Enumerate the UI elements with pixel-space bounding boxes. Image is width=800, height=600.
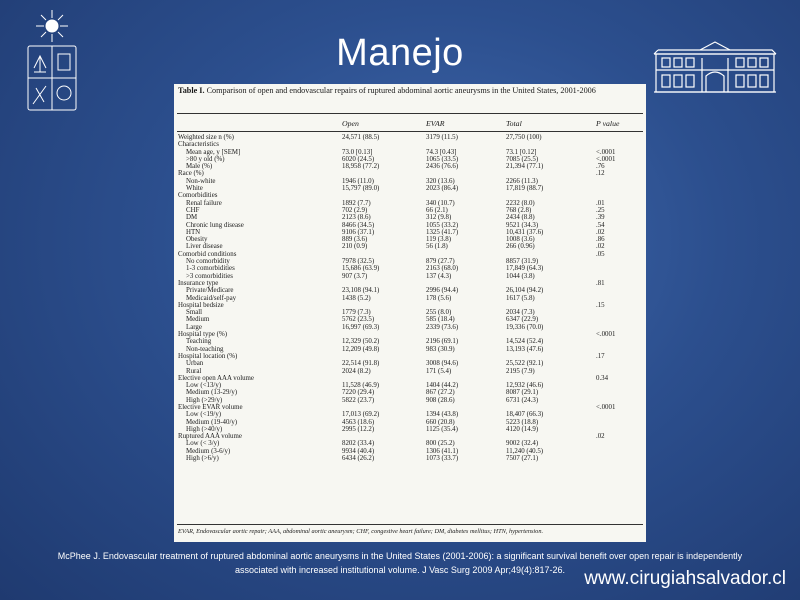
table-row xyxy=(174,134,646,141)
row-label: >80 y old (%) xyxy=(186,155,225,163)
table-cell: 19,336 (70.0) xyxy=(506,323,544,331)
table-cell: 12,329 (50.2) xyxy=(342,338,380,346)
table-row xyxy=(174,251,646,258)
table-cell: 3008 (94.6) xyxy=(426,360,459,368)
table-cell: 908 (28.6) xyxy=(426,396,455,404)
table-cell: 6434 (26.2) xyxy=(342,455,375,463)
table-cell: .02 xyxy=(596,228,605,236)
table-row xyxy=(174,302,646,309)
table-cell: .05 xyxy=(596,250,605,258)
table-cell: 800 (25.2) xyxy=(426,440,455,448)
table-cell: 1404 (44.2) xyxy=(426,382,459,390)
table-cell: 178 (5.6) xyxy=(426,294,452,302)
table-cell: 73.0 [0.13] xyxy=(342,148,373,156)
row-label: Male (%) xyxy=(186,163,213,171)
table-cell: 15,686 (63.9) xyxy=(342,265,380,273)
row-label: Medium xyxy=(186,316,210,324)
table-cell: 56 (1.8) xyxy=(426,243,448,251)
table-cell: 660 (20.8) xyxy=(426,418,455,426)
table-cell: 5223 (18.8) xyxy=(506,418,539,426)
table-cell: .39 xyxy=(596,214,605,222)
table-cell: 2436 (76.6) xyxy=(426,163,459,171)
table-caption-text: Comparison of open and endovascular repairs of ruptured abdominal aortic aneurysms in the United States, 2001-2006 xyxy=(206,86,596,95)
table-row xyxy=(174,273,646,280)
table-cell: 867 (27.2) xyxy=(426,389,455,397)
table-row xyxy=(174,258,646,265)
table-row xyxy=(174,280,646,287)
row-label: High (>6/y) xyxy=(186,455,219,463)
table-cell: 8202 (33.4) xyxy=(342,440,375,448)
table-cell: 8857 (31.9) xyxy=(506,258,539,266)
table-row xyxy=(174,411,646,418)
row-label: Small xyxy=(186,309,203,317)
table-cell: .17 xyxy=(596,352,605,360)
table-cell: 2123 (8.6) xyxy=(342,214,371,222)
table-row xyxy=(174,368,646,375)
table-cell: 171 (5.4) xyxy=(426,367,452,375)
table-cell: 1325 (41.7) xyxy=(426,228,459,236)
row-label: Large xyxy=(186,323,202,331)
table-cell: 7220 (29.4) xyxy=(342,389,375,397)
table-cell: 210 (0.9) xyxy=(342,243,368,251)
table-cell: 8466 (34.5) xyxy=(342,221,375,229)
table-cell: 879 (27.7) xyxy=(426,258,455,266)
table-cell: 2163 (68.0) xyxy=(426,265,459,273)
table-cell: 2995 (12.2) xyxy=(342,425,375,433)
row-label: Obesity xyxy=(186,236,208,244)
table-cell: 2195 (7.9) xyxy=(506,367,535,375)
table-cell: 2024 (8.2) xyxy=(342,367,371,375)
table-cell: 1044 (3.8) xyxy=(506,272,535,280)
table-cell: .01 xyxy=(596,199,605,207)
table-row xyxy=(174,170,646,177)
table-cell: 22,514 (91.8) xyxy=(342,360,380,368)
row-label: Private/Medicare xyxy=(186,287,234,295)
table-cell: 7085 (25.5) xyxy=(506,155,539,163)
table-row xyxy=(174,433,646,440)
study-table xyxy=(174,84,646,542)
table-cell: .02 xyxy=(596,243,605,251)
table-cell: 17,013 (69.2) xyxy=(342,411,380,419)
table-row xyxy=(174,404,646,411)
row-label: Hospital location (%) xyxy=(178,352,238,360)
row-label: Comorbid conditions xyxy=(178,250,237,258)
row-label: Race (%) xyxy=(178,170,204,178)
table-row xyxy=(174,375,646,382)
table-body xyxy=(174,134,646,462)
row-label: Medium (3-6/y) xyxy=(186,447,231,455)
table-row xyxy=(174,229,646,236)
table-cell: <.0001 xyxy=(596,155,616,163)
hospital-building-icon xyxy=(652,40,778,94)
column-header-p-value: P value xyxy=(596,119,620,128)
table-rule-header xyxy=(177,131,643,132)
table-row xyxy=(174,397,646,404)
table-cell: 1306 (41.1) xyxy=(426,447,459,455)
table-row xyxy=(174,426,646,433)
table-row xyxy=(174,324,646,331)
row-label: Hospital bedsize xyxy=(178,301,224,309)
citation-line-2: associated with increased institutional volume. J Vasc Surg 2009 Apr;49(4):817-26. xyxy=(234,565,566,575)
table-cell: 889 (3.6) xyxy=(342,236,368,244)
row-label: DM xyxy=(186,214,198,222)
table-cell: 16,997 (69.3) xyxy=(342,323,380,331)
table-row xyxy=(174,178,646,185)
table-row xyxy=(174,222,646,229)
table-cell: .54 xyxy=(596,221,605,229)
table-row xyxy=(174,214,646,221)
table-cell: 5762 (23.5) xyxy=(342,316,375,324)
row-label: Rural xyxy=(186,367,202,375)
table-cell: 2023 (86.4) xyxy=(426,185,459,193)
table-row xyxy=(174,236,646,243)
column-header-open: Open xyxy=(342,119,359,128)
table-cell: 25,522 (92.1) xyxy=(506,360,544,368)
row-label: Ruptured AAA volume xyxy=(178,433,242,441)
table-cell: 1394 (43.8) xyxy=(426,411,459,419)
table-row xyxy=(174,419,646,426)
table-row xyxy=(174,207,646,214)
row-label: Characteristics xyxy=(178,141,219,149)
row-label: >3 comorbidities xyxy=(186,272,233,280)
table-cell: 4563 (18.6) xyxy=(342,418,375,426)
row-label: Urban xyxy=(186,360,204,368)
table-cell: 2196 (69.1) xyxy=(426,338,459,346)
table-footnote: EVAR, Endovascular aortic repair; AAA, abdominal aortic aneurysm; CHF, congestive heart failure; DM, diabetes mellitus; HTN, hypertension. xyxy=(178,528,544,535)
table-cell: .02 xyxy=(596,433,605,441)
table-cell: .12 xyxy=(596,170,605,178)
table-cell: .15 xyxy=(596,301,605,309)
table-cell: 1779 (7.3) xyxy=(342,309,371,317)
site-url: www.cirugiahsalvador.cl xyxy=(584,568,786,589)
table-row xyxy=(174,382,646,389)
table-row xyxy=(174,309,646,316)
table-row xyxy=(174,141,646,148)
table-cell: 6731 (24.3) xyxy=(506,396,539,404)
row-label: Chronic lung disease xyxy=(186,221,244,229)
table-cell: 11,528 (46.9) xyxy=(342,382,380,390)
table-cell: 1008 (3.6) xyxy=(506,236,535,244)
table-cell: 23,108 (94.1) xyxy=(342,287,380,295)
table-cell: 9106 (37.1) xyxy=(342,228,375,236)
table-cell: 13,193 (47.6) xyxy=(506,345,544,353)
row-label: Low (< 3/y) xyxy=(186,440,220,448)
table-cell: 2034 (7.3) xyxy=(506,309,535,317)
table-cell: 15,797 (89.0) xyxy=(342,185,380,193)
row-label: Hospital type (%) xyxy=(178,331,227,339)
row-label: Insurance type xyxy=(178,279,219,287)
table-row xyxy=(174,243,646,250)
table-cell: 4120 (14.9) xyxy=(506,425,539,433)
table-cell: 74.3 [0.43] xyxy=(426,148,457,156)
table-cell: 255 (8.0) xyxy=(426,309,452,317)
row-label: 1-3 comorbidities xyxy=(186,265,235,273)
row-label: HTN xyxy=(186,228,201,236)
table-cell: 2434 (8.8) xyxy=(506,214,535,222)
table-cell: 21,394 (77.1) xyxy=(506,163,544,171)
row-label: CHF xyxy=(186,206,200,214)
table-rule-top xyxy=(177,113,643,114)
table-cell: 9002 (32.4) xyxy=(506,440,539,448)
table-cell: 0.34 xyxy=(596,374,609,382)
table-row xyxy=(174,287,646,294)
table-cell: .25 xyxy=(596,206,605,214)
row-label: Renal failure xyxy=(186,199,222,207)
table-row xyxy=(174,360,646,367)
table-rule-bottom xyxy=(177,524,643,525)
table-cell: 17,849 (64.3) xyxy=(506,265,544,273)
table-cell: 340 (10.7) xyxy=(426,199,455,207)
table-cell: 9934 (40.4) xyxy=(342,447,375,455)
row-label: Medicaid/self-pay xyxy=(186,294,237,302)
table-cell: 73.1 [0.12] xyxy=(506,148,537,156)
table-cell: 768 (2.8) xyxy=(506,206,532,214)
table-row xyxy=(174,338,646,345)
table-cell: 1125 (35.4) xyxy=(426,425,458,433)
table-cell: 1065 (33.5) xyxy=(426,155,459,163)
table-cell: <.0001 xyxy=(596,331,616,339)
table-cell: 14,524 (52.4) xyxy=(506,338,544,346)
table-caption xyxy=(178,86,640,96)
table-cell: 3179 (11.5) xyxy=(426,134,458,141)
table-cell: 312 (9.8) xyxy=(426,214,452,222)
row-label: Low (<19/y) xyxy=(186,411,222,419)
slide-title: Manejo xyxy=(336,32,464,74)
row-label: Medium (19-40/y) xyxy=(186,418,238,426)
table-cell: 2339 (73.6) xyxy=(426,323,459,331)
table-cell: 66 (2.1) xyxy=(426,206,448,214)
row-label: High (>40/y) xyxy=(186,425,223,433)
row-label: White xyxy=(186,185,203,193)
table-cell: .86 xyxy=(596,236,605,244)
table-cell: 5822 (23.7) xyxy=(342,396,375,404)
table-row xyxy=(174,149,646,156)
table-cell: 1892 (7.7) xyxy=(342,199,371,207)
table-cell: 1055 (33.2) xyxy=(426,221,459,229)
table-cell: .81 xyxy=(596,279,605,287)
table-cell: .76 xyxy=(596,163,605,171)
table-cell: 6020 (24.5) xyxy=(342,155,375,163)
row-label: High (>29/y) xyxy=(186,396,223,404)
row-label: Teaching xyxy=(186,338,212,346)
table-row xyxy=(174,455,646,462)
table-cell: 320 (13.6) xyxy=(426,177,455,185)
table-cell: 983 (30.9) xyxy=(426,345,455,353)
table-row xyxy=(174,353,646,360)
table-row xyxy=(174,200,646,207)
row-label: Elective EVAR volume xyxy=(178,403,243,411)
table-cell: 26,104 (94.2) xyxy=(506,287,544,295)
table-cell: 24,571 (88.5) xyxy=(342,134,380,141)
table-cell: 12,209 (49.8) xyxy=(342,345,380,353)
table-cell: 27,750 (100) xyxy=(506,134,542,141)
table-cell: 1073 (33.7) xyxy=(426,455,459,463)
table-row xyxy=(174,192,646,199)
table-cell: 137 (4.3) xyxy=(426,272,452,280)
row-label: No comorbidity xyxy=(186,258,230,266)
table-row xyxy=(174,156,646,163)
table-cell: 907 (3.7) xyxy=(342,272,368,280)
table-cell: 7978 (32.5) xyxy=(342,258,375,266)
table-row xyxy=(174,346,646,353)
table-cell: 119 (3.8) xyxy=(426,236,452,244)
table-cell: 1946 (11.0) xyxy=(342,177,374,185)
row-label: Comorbidities xyxy=(178,192,218,200)
table-row xyxy=(174,389,646,396)
table-row xyxy=(174,163,646,170)
table-cell: 18,958 (77.2) xyxy=(342,163,380,171)
table-cell: 8087 (29.1) xyxy=(506,389,539,397)
table-cell: 7507 (27.1) xyxy=(506,455,539,463)
table-cell: <.0001 xyxy=(596,148,616,156)
row-label: Elective open AAA volume xyxy=(178,374,254,382)
table-cell: 12,932 (46.6) xyxy=(506,382,544,390)
row-label: Mean age, y [SEM] xyxy=(186,148,241,156)
citation-line-1: McPhee J. Endovascular treatment of ruptured abdominal aortic aneurysms in the United States (2001-2006): a significant survival benefit over open repair is independently xyxy=(57,551,743,561)
table-row xyxy=(174,448,646,455)
row-label: Low (<13/y) xyxy=(186,382,222,390)
table-cell: 1617 (5.8) xyxy=(506,294,535,302)
row-label: Liver disease xyxy=(186,243,223,251)
table-cell: <.0001 xyxy=(596,403,616,411)
table-cell: 10,431 (37.6) xyxy=(506,228,544,236)
table-cell: 1438 (5.2) xyxy=(342,294,371,302)
table-cell: 2996 (94.4) xyxy=(426,287,459,295)
row-label: Non-teaching xyxy=(186,345,224,353)
table-cell: 17,819 (88.7) xyxy=(506,185,544,193)
table-cell: 702 (2.9) xyxy=(342,206,368,214)
table-cell: 585 (18.4) xyxy=(426,316,455,324)
table-row xyxy=(174,331,646,338)
table-cell: 2232 (8.0) xyxy=(506,199,535,207)
table-label: Table I. xyxy=(178,86,205,95)
table-cell: 11,240 (40.5) xyxy=(506,447,544,455)
table-cell: 266 (0.96) xyxy=(506,243,535,251)
table-cell: 18,407 (66.3) xyxy=(506,411,544,419)
table-row xyxy=(174,295,646,302)
column-header-evar: EVAR xyxy=(426,119,445,128)
table-row xyxy=(174,316,646,323)
row-label: Weighted size n (%) xyxy=(178,134,234,141)
table-cell: 9521 (34.3) xyxy=(506,221,539,229)
table-row xyxy=(174,265,646,272)
row-label: Medium (13-29/y) xyxy=(186,389,238,397)
table-cell: 2266 (11.3) xyxy=(506,177,538,185)
column-header-total: Total xyxy=(506,119,522,128)
row-label: Non-white xyxy=(186,177,216,185)
table-cell: 6347 (22.9) xyxy=(506,316,539,324)
table-row xyxy=(174,185,646,192)
table-row xyxy=(174,440,646,447)
